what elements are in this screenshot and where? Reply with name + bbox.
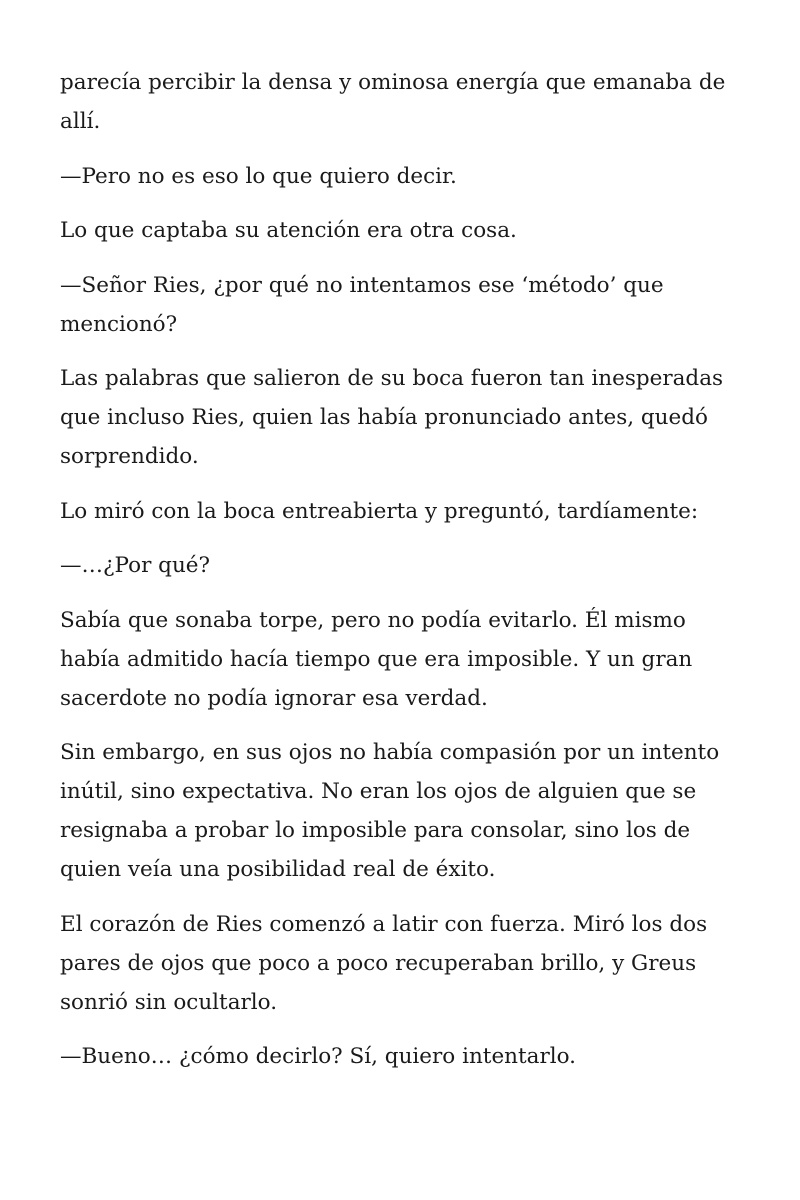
- dialogue-paragraph: —Bueno… ¿cómo decirlo? Sí, quiero intentarlo.: [60, 1044, 577, 1069]
- paragraph: parecía percibir la densa y ominosa energía que emanaba de allí.: [60, 70, 726, 134]
- paragraph: Lo miró con la boca entreabierta y preguntó, tardíamente:: [60, 498, 699, 524]
- dialogue-paragraph: —…¿Por qué?: [60, 553, 211, 578]
- paragraph: Sabía que sonaba torpe, pero no podía evitarlo. Él mismo había admitido hacía tiempo que era imposible. Y un gran sacerdote no podía ignorar esa verdad.: [60, 607, 693, 711]
- dialogue-paragraph: —Pero no es eso lo que quiero decir.: [60, 163, 457, 189]
- paragraph: El corazón de Ries comenzó a latir con fuerza. Miró los dos pares de ojos que poco a poco recuperaban brillo, y Greus sonrió sin ocultarlo.: [60, 911, 708, 1015]
- dialogue-paragraph: —Señor Ries, ¿por qué no intentamos ese ‘método’ que mencionó?: [60, 272, 664, 337]
- paragraph: Las palabras que salieron de su boca fueron tan inesperadas que incluso Ries, quien las había pronunciado antes, quedó sorprendido.: [60, 366, 724, 469]
- page-text: [60, 63, 750, 1092]
- paragraph: Sin embargo, en sus ojos no había compasión por un intento inútil, sino expectativa. No eran los ojos de alguien que se resignaba a probar lo imposible para consolar, sino los de quien veía una posibilidad real de éxito.: [60, 740, 720, 882]
- paragraph: Lo que captaba su atención era otra cosa.: [60, 218, 517, 243]
